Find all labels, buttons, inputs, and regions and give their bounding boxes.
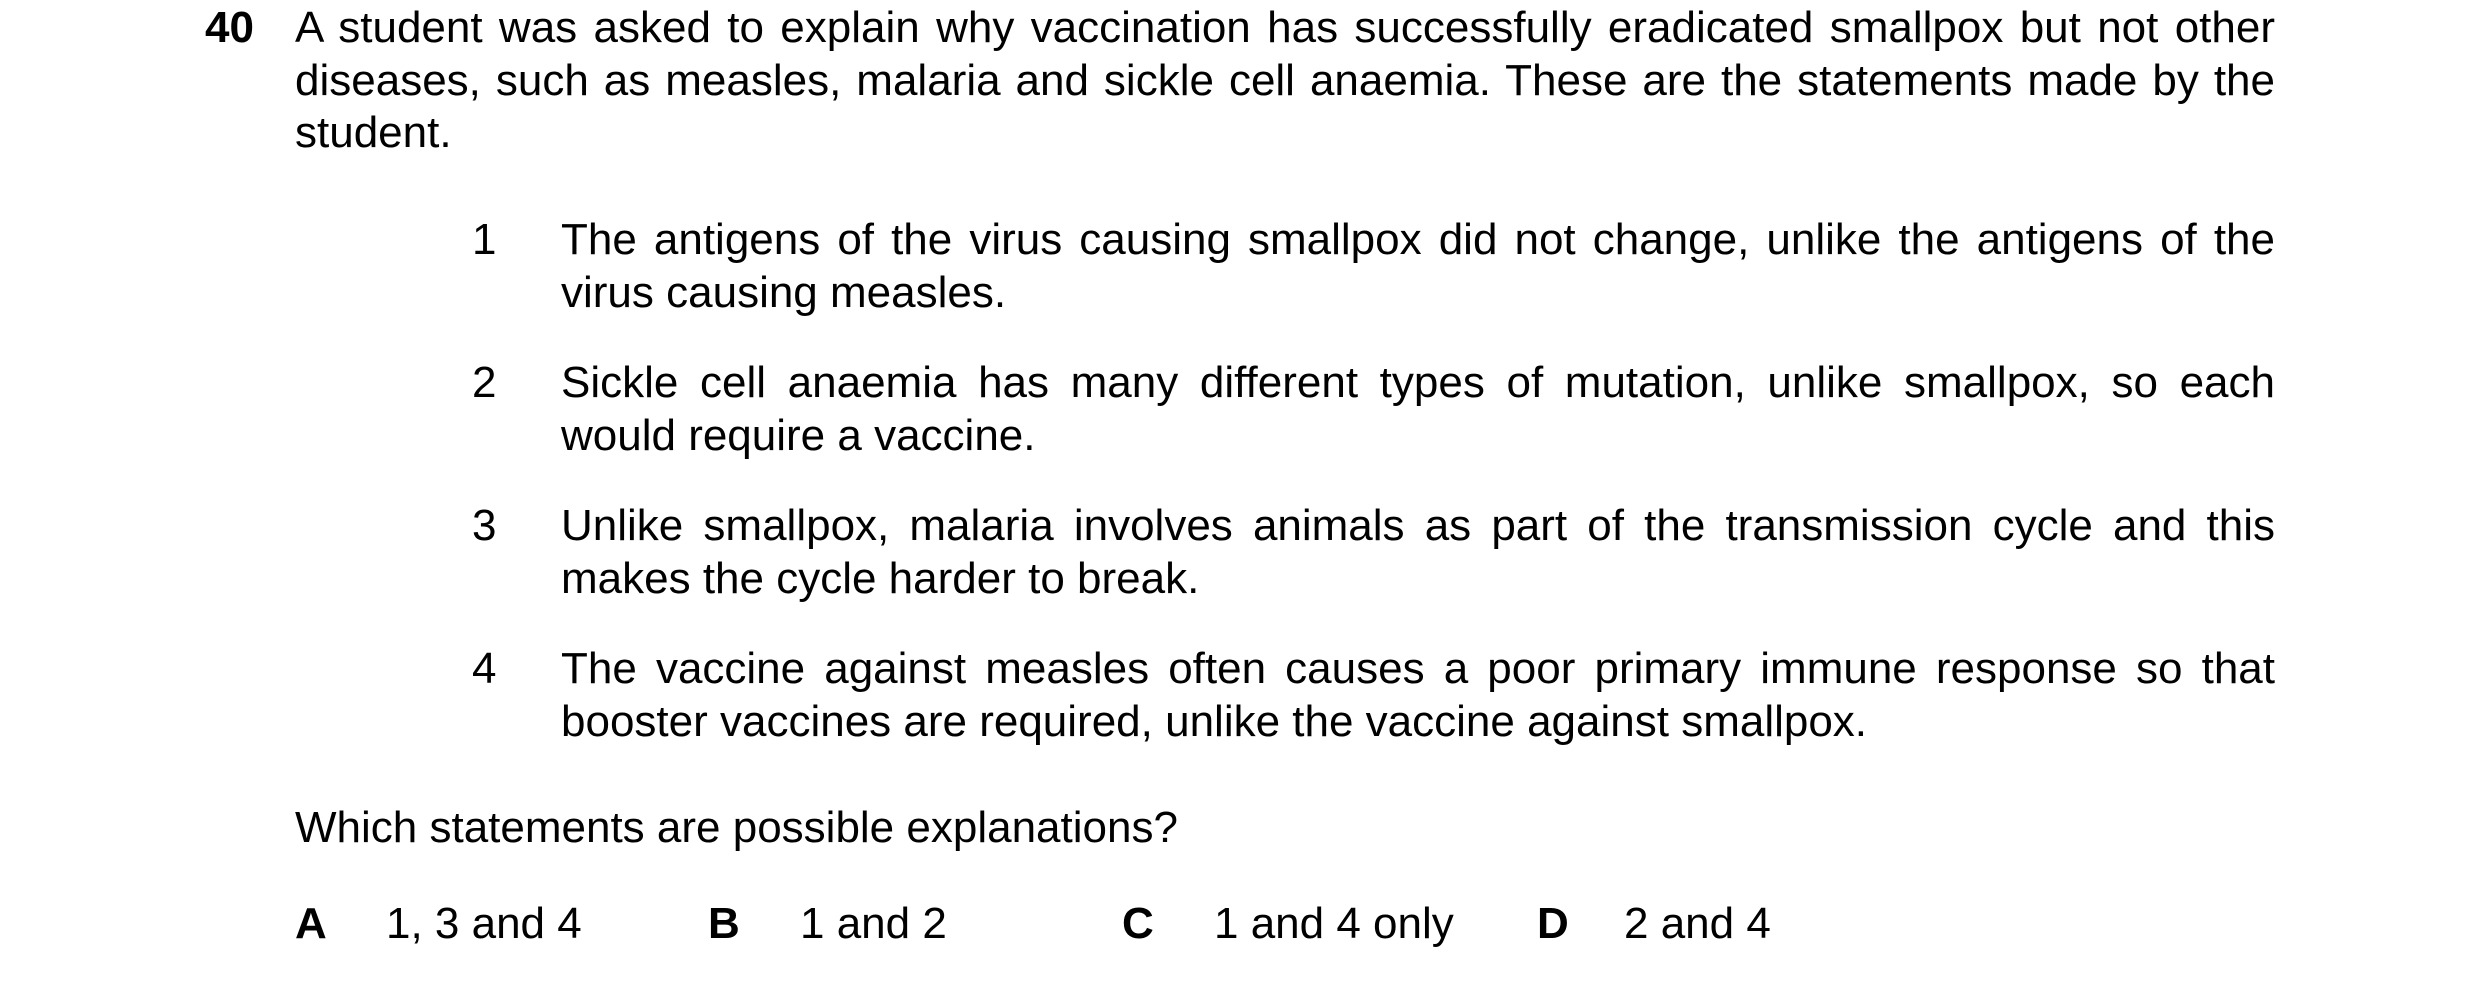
option-c-text: 1 and 4 only: [1214, 899, 1454, 948]
question-prompt: Which statements are possible explanations?: [295, 803, 1178, 852]
question-stem: A student was asked to explain why vaccination has successfully eradicated smallpox but not other diseases, such as measles, malaria and sickle cell anaemia. These are the statements made by the student.: [295, 3, 2275, 157]
statement-number: 4: [472, 644, 497, 693]
statement-text: The vaccine against measles often causes a poor primary immune response so that booster vaccines are required, unlike the vaccine against smallpox.: [561, 644, 2275, 746]
statement-number: 1: [472, 215, 497, 264]
option-b-text: 1 and 2: [800, 899, 947, 948]
question-number: 40: [205, 3, 254, 52]
statement-number: 3: [472, 501, 497, 550]
statement-text: Unlike smallpox, malaria involves animals as part of the transmission cycle and this makes the cycle harder to break.: [561, 501, 2275, 603]
statement-text: Sickle cell anaemia has many different types of mutation, unlike smallpox, so each would require a vaccine.: [561, 358, 2275, 460]
statement-number: 2: [472, 358, 497, 407]
option-c-letter: C: [1122, 899, 1154, 948]
option-b-letter: B: [708, 899, 740, 948]
statement-text: The antigens of the virus causing smallpox did not change, unlike the antigens of the virus causing measles.: [561, 215, 2275, 317]
option-a-letter: A: [295, 899, 327, 948]
option-d-letter: D: [1537, 899, 1569, 948]
option-d-text: 2 and 4: [1624, 899, 1771, 948]
option-a-text: 1, 3 and 4: [386, 899, 582, 948]
